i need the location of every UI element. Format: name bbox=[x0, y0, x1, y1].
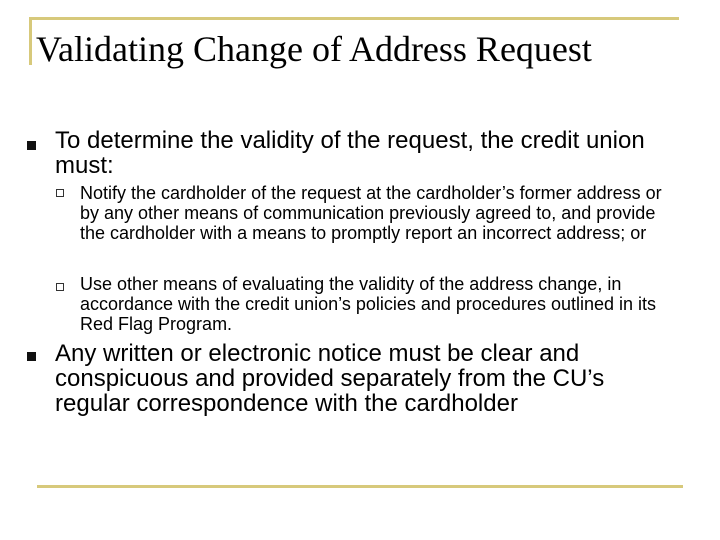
slide-title: Validating Change of Address Request bbox=[36, 29, 592, 69]
bullet-text: To determine the validity of the request, the credit union must: bbox=[55, 127, 645, 179]
hollow-square-bullet-icon bbox=[56, 283, 64, 291]
title-frame-left-rule bbox=[29, 17, 32, 65]
square-bullet-icon bbox=[27, 352, 36, 361]
sub-bullet-text: Notify the cardholder of the request at the cardholder’s former address or by any other means of communication previously agreed to, and provide the cardholder with a means to promptly report an incorrect address; or bbox=[80, 183, 662, 243]
square-bullet-icon bbox=[27, 141, 36, 150]
hollow-square-bullet-icon bbox=[56, 189, 64, 197]
title-frame-top-rule bbox=[31, 17, 679, 20]
bullet-text: Any written or electronic notice must be clear and conspicuous and provided separately from the CU’s regular correspondence with the cardholder bbox=[55, 340, 605, 417]
sub-bullet-text: Use other means of evaluating the validity of the address change, in accordance with the credit union’s policies and procedures outlined in its Red Flag Program. bbox=[80, 274, 657, 334]
footer-rule bbox=[37, 485, 683, 488]
